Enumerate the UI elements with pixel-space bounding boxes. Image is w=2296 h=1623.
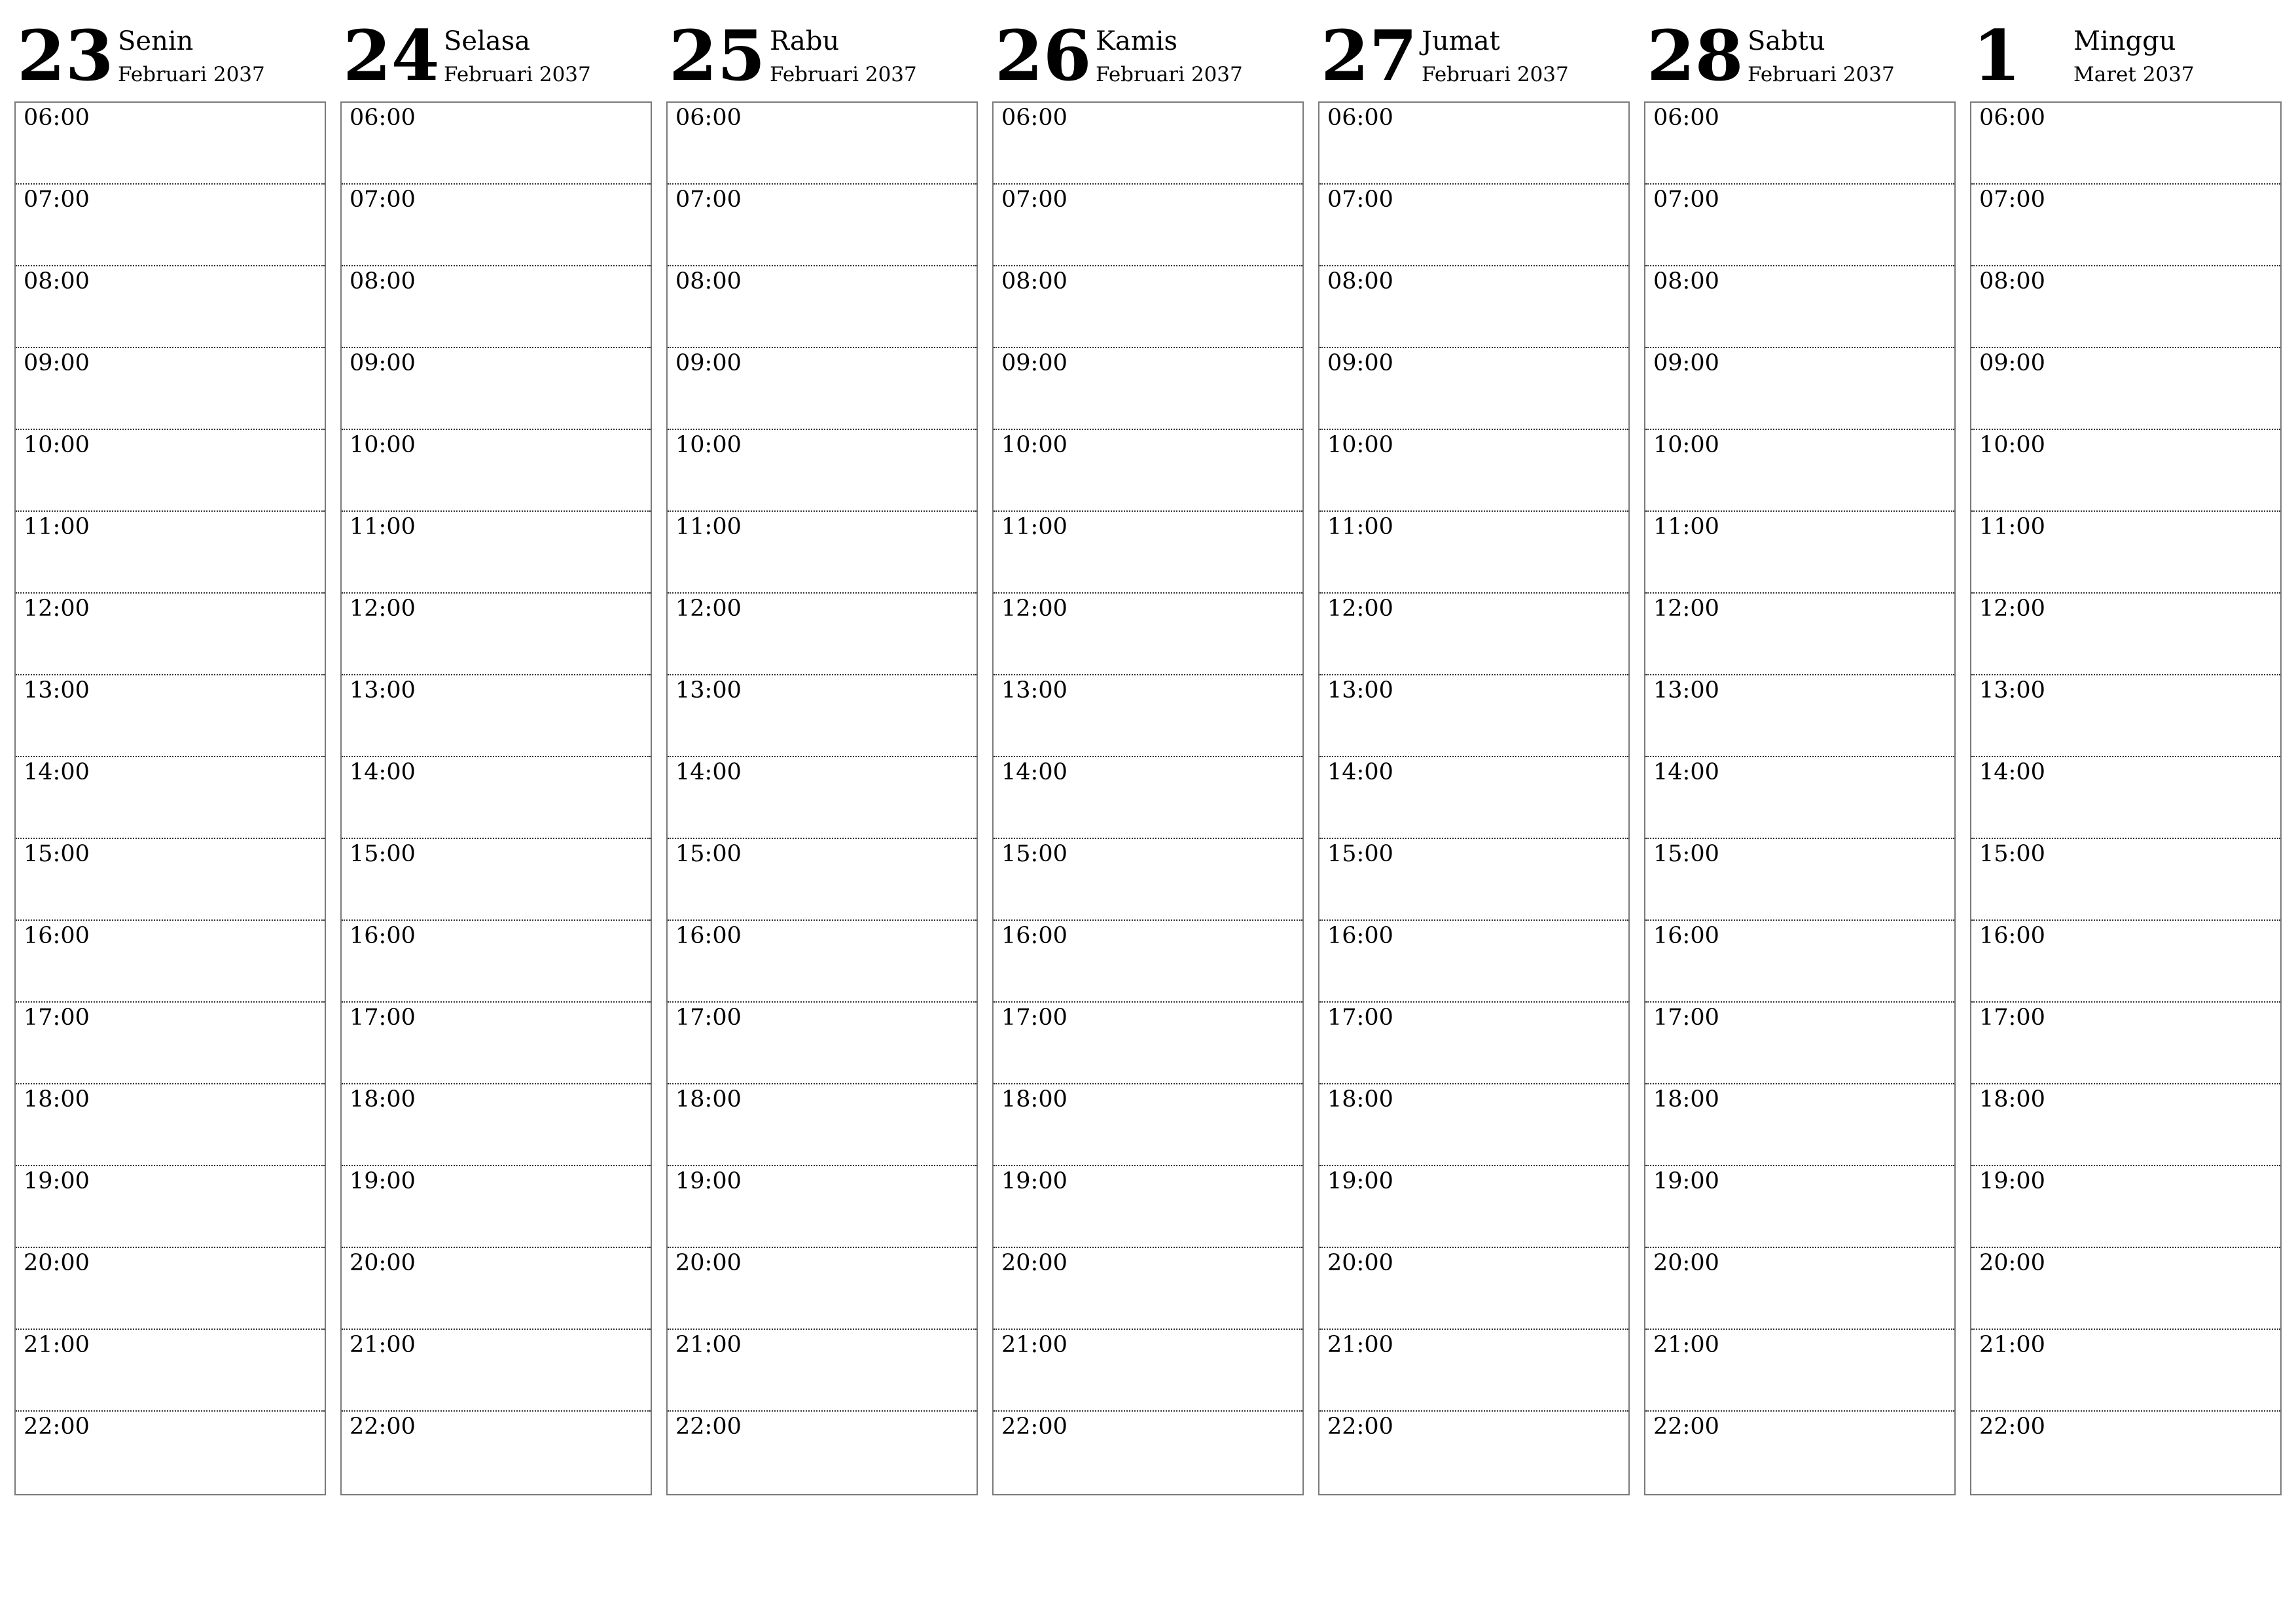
day-name: Rabu <box>770 26 840 56</box>
hour-label: 06:00 <box>675 105 742 131</box>
hour-slot[interactable] <box>994 839 1302 921</box>
hour-label: 08:00 <box>24 268 90 294</box>
hour-label: 06:00 <box>1327 105 1393 131</box>
hour-label: 22:00 <box>24 1414 90 1440</box>
hour-slot[interactable] <box>994 675 1302 757</box>
hour-label: 07:00 <box>1979 187 2045 213</box>
hour-label: 17:00 <box>1001 1005 1067 1031</box>
hour-slot[interactable] <box>1971 1166 2280 1248</box>
hour-slot[interactable] <box>668 1003 977 1084</box>
hour-slot[interactable] <box>1319 839 1628 921</box>
hour-slot[interactable] <box>1319 1003 1628 1084</box>
hour-slot[interactable] <box>1971 348 2280 430</box>
hour-slot[interactable] <box>668 266 977 348</box>
hour-slot[interactable] <box>1645 1003 1954 1084</box>
hour-label: 06:00 <box>350 105 416 131</box>
hour-slot[interactable] <box>994 1003 1302 1084</box>
hour-slot[interactable] <box>1645 185 1954 266</box>
hour-label: 14:00 <box>1327 759 1393 785</box>
hour-label: 09:00 <box>1653 350 1719 376</box>
day-column <box>1644 0 1956 1505</box>
hour-slot[interactable] <box>1645 757 1954 839</box>
hour-label: 19:00 <box>675 1168 742 1194</box>
hour-label: 10:00 <box>675 432 742 458</box>
hour-label: 22:00 <box>1001 1414 1067 1440</box>
hour-slot[interactable] <box>16 512 325 594</box>
hour-label: 21:00 <box>1001 1332 1067 1358</box>
hours-grid <box>666 101 978 1495</box>
hour-label: 11:00 <box>350 514 416 540</box>
hour-label: 16:00 <box>1653 923 1719 949</box>
hour-label: 06:00 <box>1653 105 1719 131</box>
hour-slot[interactable] <box>1319 594 1628 675</box>
hour-label: 10:00 <box>1979 432 2045 458</box>
hour-slot[interactable] <box>342 185 651 266</box>
hour-label: 08:00 <box>675 268 742 294</box>
hour-slot[interactable] <box>342 1412 651 1494</box>
hour-label: 11:00 <box>24 514 90 540</box>
hour-label: 06:00 <box>24 105 90 131</box>
hour-slot[interactable] <box>1645 1412 1954 1494</box>
hour-slot[interactable] <box>994 594 1302 675</box>
hour-label: 15:00 <box>675 841 742 867</box>
hour-label: 10:00 <box>1001 432 1067 458</box>
day-header <box>14 0 326 101</box>
hours-grid <box>340 101 652 1495</box>
hour-slot[interactable] <box>342 348 651 430</box>
hour-slot[interactable] <box>16 839 325 921</box>
hour-slot[interactable] <box>1319 675 1628 757</box>
hour-label: 11:00 <box>1653 514 1719 540</box>
hour-label: 11:00 <box>1327 514 1393 540</box>
hour-label: 08:00 <box>1653 268 1719 294</box>
hour-label: 10:00 <box>1327 432 1393 458</box>
hour-label: 11:00 <box>1979 514 2045 540</box>
hour-label: 18:00 <box>1653 1086 1719 1113</box>
hour-label: 19:00 <box>24 1168 90 1194</box>
hour-slot[interactable] <box>16 1412 325 1494</box>
day-column <box>14 0 326 1505</box>
hour-slot[interactable] <box>16 757 325 839</box>
hour-slot[interactable] <box>994 757 1302 839</box>
hour-slot[interactable] <box>342 1166 651 1248</box>
hour-label: 22:00 <box>1327 1414 1393 1440</box>
hours-grid <box>992 101 1304 1495</box>
hour-label: 17:00 <box>1327 1005 1393 1031</box>
day-header <box>1318 0 1630 101</box>
hour-slot[interactable] <box>342 1330 651 1412</box>
hour-label: 21:00 <box>350 1332 416 1358</box>
day-name: Jumat <box>1422 26 1500 56</box>
day-number: 26 <box>995 14 1092 96</box>
hour-slot[interactable] <box>16 594 325 675</box>
day-column <box>666 0 978 1505</box>
hour-slot[interactable] <box>342 1003 651 1084</box>
hour-label: 15:00 <box>350 841 416 867</box>
hour-label: 16:00 <box>1327 923 1393 949</box>
hour-label: 13:00 <box>1653 677 1719 704</box>
hour-label: 16:00 <box>350 923 416 949</box>
hour-label: 15:00 <box>24 841 90 867</box>
day-header <box>340 0 652 101</box>
hour-slot[interactable] <box>1645 348 1954 430</box>
hour-label: 14:00 <box>1979 759 2045 785</box>
hour-slot[interactable] <box>668 839 977 921</box>
hour-slot[interactable] <box>342 839 651 921</box>
hour-label: 07:00 <box>24 187 90 213</box>
hour-label: 17:00 <box>1979 1005 2045 1031</box>
hour-label: 14:00 <box>675 759 742 785</box>
hour-slot[interactable] <box>1319 1084 1628 1166</box>
hour-label: 12:00 <box>1001 596 1067 622</box>
hour-slot[interactable] <box>1319 430 1628 512</box>
day-month-year: Februari 2037 <box>1096 63 1243 86</box>
hour-label: 21:00 <box>1327 1332 1393 1358</box>
hour-label: 11:00 <box>675 514 742 540</box>
day-month-year: Februari 2037 <box>118 63 265 86</box>
day-month-year: Maret 2037 <box>2073 63 2195 86</box>
day-header <box>992 0 1304 101</box>
day-month-year: Februari 2037 <box>1748 63 1895 86</box>
hour-slot[interactable] <box>668 675 977 757</box>
hour-label: 08:00 <box>1001 268 1067 294</box>
hour-label: 20:00 <box>1653 1250 1719 1276</box>
day-column <box>340 0 652 1505</box>
hour-slot[interactable] <box>1645 512 1954 594</box>
hour-label: 19:00 <box>1653 1168 1719 1194</box>
hour-slot[interactable] <box>668 1166 977 1248</box>
hour-slot[interactable] <box>994 103 1302 185</box>
hour-label: 13:00 <box>1979 677 2045 704</box>
hour-slot[interactable] <box>342 594 651 675</box>
hour-label: 08:00 <box>350 268 416 294</box>
day-number: 1 <box>1973 14 2021 96</box>
hour-slot[interactable] <box>994 266 1302 348</box>
hour-label: 09:00 <box>24 350 90 376</box>
hour-slot[interactable] <box>342 675 651 757</box>
hour-slot[interactable] <box>1971 675 2280 757</box>
hour-label: 11:00 <box>1001 514 1067 540</box>
hour-slot[interactable] <box>1645 839 1954 921</box>
hour-label: 10:00 <box>1653 432 1719 458</box>
hour-label: 20:00 <box>1327 1250 1393 1276</box>
hour-slot[interactable] <box>16 103 325 185</box>
hour-label: 08:00 <box>1327 268 1393 294</box>
hour-label: 19:00 <box>350 1168 416 1194</box>
hour-label: 20:00 <box>1979 1250 2045 1276</box>
hour-slot[interactable] <box>342 512 651 594</box>
hour-slot[interactable] <box>1971 103 2280 185</box>
day-column <box>1970 0 2282 1505</box>
hour-label: 12:00 <box>1653 596 1719 622</box>
hour-slot[interactable] <box>1319 348 1628 430</box>
hour-label: 09:00 <box>1001 350 1067 376</box>
hour-label: 14:00 <box>24 759 90 785</box>
hour-label: 18:00 <box>675 1086 742 1113</box>
hour-slot[interactable] <box>668 1412 977 1494</box>
hour-slot[interactable] <box>1971 1248 2280 1330</box>
hour-slot[interactable] <box>1971 185 2280 266</box>
hour-slot[interactable] <box>668 1330 977 1412</box>
day-name: Minggu <box>2073 26 2176 56</box>
hour-label: 21:00 <box>675 1332 742 1358</box>
day-name: Senin <box>118 26 194 56</box>
hour-slot[interactable] <box>668 348 977 430</box>
hour-label: 07:00 <box>350 187 416 213</box>
hour-label: 16:00 <box>675 923 742 949</box>
hour-slot[interactable] <box>1971 757 2280 839</box>
hour-slot[interactable] <box>994 512 1302 594</box>
hour-slot[interactable] <box>668 430 977 512</box>
hour-slot[interactable] <box>668 1248 977 1330</box>
hour-slot[interactable] <box>668 1084 977 1166</box>
hour-slot[interactable] <box>668 185 977 266</box>
hour-slot[interactable] <box>994 1248 1302 1330</box>
day-number: 23 <box>17 14 114 96</box>
hour-slot[interactable] <box>994 1084 1302 1166</box>
hour-slot[interactable] <box>668 594 977 675</box>
hour-label: 08:00 <box>1979 268 2045 294</box>
hour-slot[interactable] <box>1645 1166 1954 1248</box>
hour-slot[interactable] <box>1971 1330 2280 1412</box>
hour-slot[interactable] <box>1645 1330 1954 1412</box>
hour-label: 09:00 <box>675 350 742 376</box>
day-number: 27 <box>1321 14 1418 96</box>
hour-slot[interactable] <box>1319 1412 1628 1494</box>
hour-label: 18:00 <box>350 1086 416 1113</box>
day-name: Kamis <box>1096 26 1177 56</box>
hour-label: 13:00 <box>675 677 742 704</box>
hour-slot[interactable] <box>1645 1084 1954 1166</box>
hour-label: 12:00 <box>350 596 416 622</box>
hour-label: 10:00 <box>350 432 416 458</box>
hour-slot[interactable] <box>994 921 1302 1003</box>
hour-label: 12:00 <box>675 596 742 622</box>
hours-grid <box>14 101 326 1495</box>
hour-slot[interactable] <box>994 348 1302 430</box>
day-number: 28 <box>1647 14 1744 96</box>
hour-slot[interactable] <box>994 185 1302 266</box>
hour-slot[interactable] <box>1971 266 2280 348</box>
hour-slot[interactable] <box>1971 512 2280 594</box>
hour-label: 21:00 <box>24 1332 90 1358</box>
hour-slot[interactable] <box>1319 757 1628 839</box>
hour-label: 06:00 <box>1979 105 2045 131</box>
hour-slot[interactable] <box>16 185 325 266</box>
hour-label: 19:00 <box>1001 1168 1067 1194</box>
hour-label: 19:00 <box>1979 1168 2045 1194</box>
hour-label: 07:00 <box>675 187 742 213</box>
hour-slot[interactable] <box>994 1166 1302 1248</box>
hour-label: 13:00 <box>24 677 90 704</box>
day-month-year: Februari 2037 <box>1422 63 1569 86</box>
hour-slot[interactable] <box>16 1330 325 1412</box>
day-number: 25 <box>669 14 766 96</box>
hour-label: 20:00 <box>1001 1250 1067 1276</box>
day-header <box>1970 0 2282 101</box>
hour-label: 15:00 <box>1979 841 2045 867</box>
hour-slot[interactable] <box>1319 185 1628 266</box>
day-header <box>1644 0 1956 101</box>
hour-slot[interactable] <box>668 103 977 185</box>
hour-label: 14:00 <box>1653 759 1719 785</box>
hour-label: 15:00 <box>1327 841 1393 867</box>
hour-label: 22:00 <box>1653 1414 1719 1440</box>
hour-slot[interactable] <box>16 266 325 348</box>
hour-slot[interactable] <box>16 1166 325 1248</box>
hour-slot[interactable] <box>1645 103 1954 185</box>
hour-label: 18:00 <box>1327 1086 1393 1113</box>
hour-label: 18:00 <box>1979 1086 2045 1113</box>
hour-label: 20:00 <box>24 1250 90 1276</box>
hour-label: 09:00 <box>350 350 416 376</box>
hour-slot[interactable] <box>1645 675 1954 757</box>
hour-slot[interactable] <box>1319 1330 1628 1412</box>
hour-slot[interactable] <box>994 1330 1302 1412</box>
hour-slot[interactable] <box>1971 1003 2280 1084</box>
hour-label: 09:00 <box>1327 350 1393 376</box>
hour-label: 16:00 <box>1979 923 2045 949</box>
hour-label: 13:00 <box>1327 677 1393 704</box>
hour-slot[interactable] <box>16 1084 325 1166</box>
hour-label: 22:00 <box>1979 1414 2045 1440</box>
hour-slot[interactable] <box>16 430 325 512</box>
hours-grid <box>1644 101 1956 1495</box>
hour-label: 20:00 <box>350 1250 416 1276</box>
hour-label: 15:00 <box>1653 841 1719 867</box>
hour-label: 15:00 <box>1001 841 1067 867</box>
hour-label: 07:00 <box>1327 187 1393 213</box>
hour-label: 14:00 <box>350 759 416 785</box>
hour-slot[interactable] <box>1971 921 2280 1003</box>
hour-label: 18:00 <box>24 1086 90 1113</box>
hour-label: 10:00 <box>24 432 90 458</box>
hour-slot[interactable] <box>342 1084 651 1166</box>
day-column <box>992 0 1304 1505</box>
day-header <box>666 0 978 101</box>
hour-label: 19:00 <box>1327 1168 1393 1194</box>
hour-label: 22:00 <box>350 1414 416 1440</box>
hour-label: 21:00 <box>1979 1332 2045 1358</box>
hour-slot[interactable] <box>994 1412 1302 1494</box>
hour-label: 07:00 <box>1001 187 1067 213</box>
hour-label: 12:00 <box>1327 596 1393 622</box>
hour-slot[interactable] <box>668 921 977 1003</box>
hour-slot[interactable] <box>1319 1248 1628 1330</box>
hour-label: 12:00 <box>1979 596 2045 622</box>
hour-slot[interactable] <box>668 757 977 839</box>
hour-slot[interactable] <box>1319 103 1628 185</box>
hour-slot[interactable] <box>1971 1084 2280 1166</box>
hour-label: 17:00 <box>350 1005 416 1031</box>
hour-slot[interactable] <box>1971 1412 2280 1494</box>
weekly-planner <box>14 0 2288 1505</box>
hour-slot[interactable] <box>1319 1166 1628 1248</box>
hour-slot[interactable] <box>1645 921 1954 1003</box>
hour-label: 17:00 <box>675 1005 742 1031</box>
hour-label: 20:00 <box>675 1250 742 1276</box>
day-name: Sabtu <box>1748 26 1825 56</box>
hour-label: 22:00 <box>675 1414 742 1440</box>
hour-slot[interactable] <box>1971 594 2280 675</box>
hour-slot[interactable] <box>342 103 651 185</box>
hour-slot[interactable] <box>1645 594 1954 675</box>
hour-slot[interactable] <box>16 675 325 757</box>
hour-label: 16:00 <box>1001 923 1067 949</box>
hour-label: 13:00 <box>350 677 416 704</box>
hour-label: 17:00 <box>24 1005 90 1031</box>
hour-slot[interactable] <box>16 1248 325 1330</box>
hour-slot[interactable] <box>342 430 651 512</box>
hour-label: 16:00 <box>24 923 90 949</box>
hours-grid <box>1318 101 1630 1495</box>
hour-slot[interactable] <box>342 1248 651 1330</box>
day-month-year: Februari 2037 <box>444 63 591 86</box>
hour-slot[interactable] <box>1319 921 1628 1003</box>
hour-label: 13:00 <box>1001 677 1067 704</box>
hour-slot[interactable] <box>342 757 651 839</box>
hour-slot[interactable] <box>1319 266 1628 348</box>
day-month-year: Februari 2037 <box>770 63 917 86</box>
hours-grid <box>1970 101 2282 1495</box>
hour-slot[interactable] <box>342 266 651 348</box>
hour-slot[interactable] <box>16 1003 325 1084</box>
hour-slot[interactable] <box>16 348 325 430</box>
hour-label: 07:00 <box>1653 187 1719 213</box>
hour-slot[interactable] <box>1319 512 1628 594</box>
hour-slot[interactable] <box>1971 839 2280 921</box>
hour-label: 21:00 <box>1653 1332 1719 1358</box>
hour-label: 17:00 <box>1653 1005 1719 1031</box>
hour-slot[interactable] <box>1971 430 2280 512</box>
hour-slot[interactable] <box>1645 1248 1954 1330</box>
hour-slot[interactable] <box>668 512 977 594</box>
hour-label: 14:00 <box>1001 759 1067 785</box>
hour-slot[interactable] <box>1645 266 1954 348</box>
hour-slot[interactable] <box>342 921 651 1003</box>
hour-label: 06:00 <box>1001 105 1067 131</box>
hour-slot[interactable] <box>16 921 325 1003</box>
day-column <box>1318 0 1630 1505</box>
hour-label: 18:00 <box>1001 1086 1067 1113</box>
day-name: Selasa <box>444 26 531 56</box>
hour-slot[interactable] <box>994 430 1302 512</box>
day-number: 24 <box>343 14 440 96</box>
hour-label: 12:00 <box>24 596 90 622</box>
hour-label: 09:00 <box>1979 350 2045 376</box>
hour-slot[interactable] <box>1645 430 1954 512</box>
